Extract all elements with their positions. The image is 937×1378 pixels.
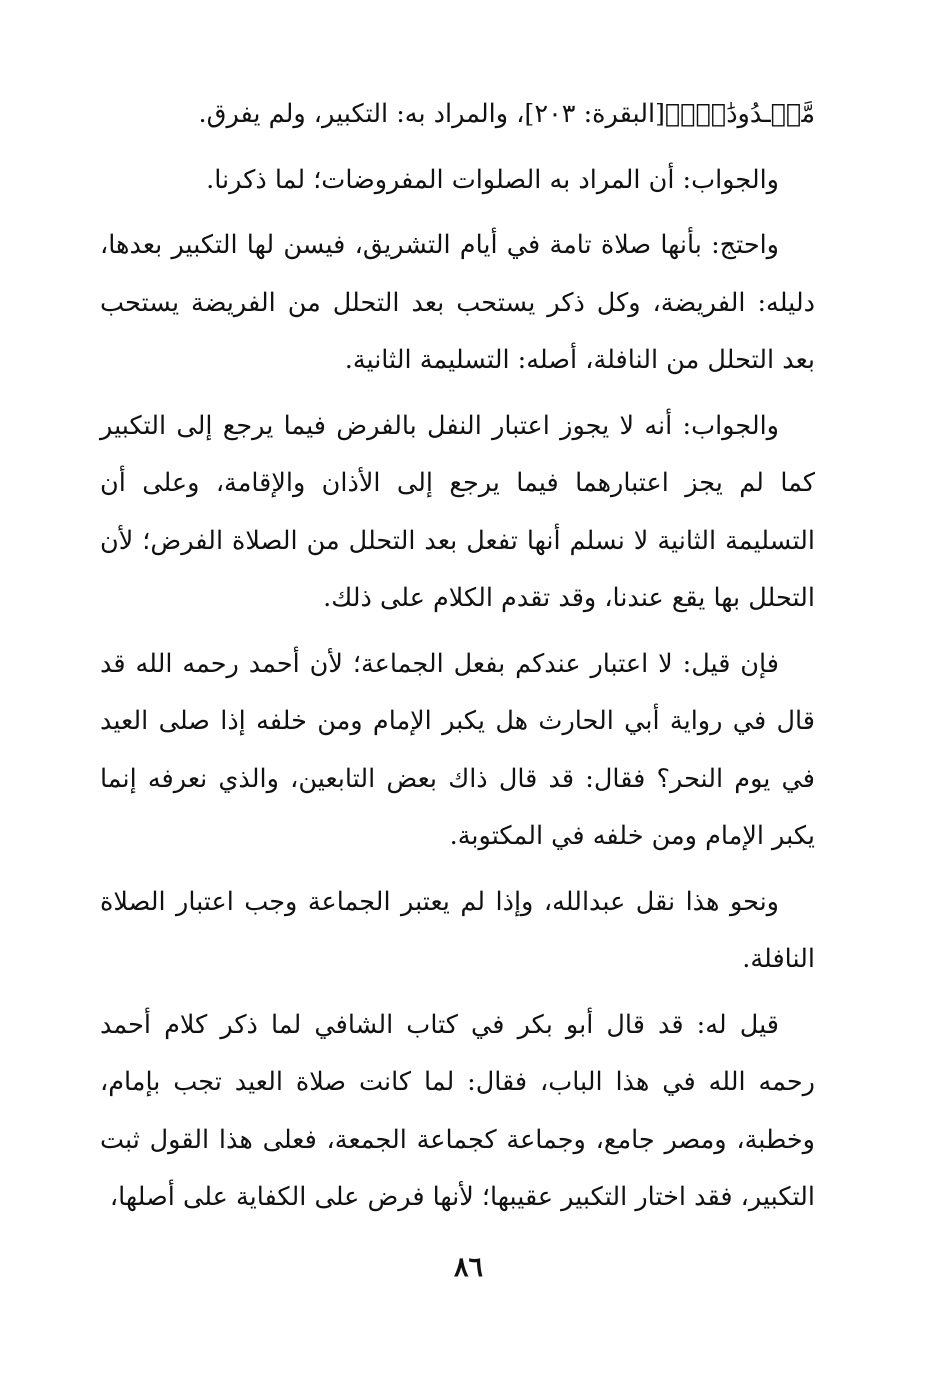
paragraph-6: ونحو هذا نقل عبدالله، وإذا لم يعتبر الجماعة وجب اعتبار الصلاة النافلة. <box>100 886 815 974</box>
paragraph-1: مَّعۡـدُودَٰتٖۚ﴾[البقرة: ٢٠٣]، والمراد به: التكبير، ولم يفرق. <box>198 99 815 129</box>
paragraph-2: والجواب: أن المراد به الصلوات المفروضات؛ لما ذكرنا. <box>206 164 779 195</box>
page-number: ٨٦ <box>453 1252 483 1283</box>
paragraph-7: قيل له: قد قال أبو بكر في كتاب الشافي لما ذكر كلام أحمد رحمه الله في هذا الباب، فقال: لما كانت صلاة العيد تجب بإمام، وخطبة، ومصر جامع، وجماعة كجماعة الجمعة، فعلى هذا القول ثبت التكبير، فقد اختار التكبير عقيبها؛ لأنها فرض على الكفاية على أصلها، <box>100 1009 815 1212</box>
page-body <box>100 86 815 1235</box>
paragraph-3: واحتج: بأنها صلاة تامة في أيام التشريق، فيسن لها التكبير بعدها، دليله: الفريضة، وكل ذكر يستحب بعد التحلل من الفريضة يستحب بعد التحلل من النافلة، أصله: التسليمة الثانية. <box>100 230 815 375</box>
paragraph-4: والجواب: أنه لا يجوز اعتبار النفل بالفرض فيما يرجع إلى التكبير كما لم يجز اعتبارهما فيما يرجع إلى الأذان والإقامة، وعلى أن التسليمة الثانية لا نسلم أنها تفعل بعد التحلل من الصلاة الفرض؛ لأن التحلل بها يقع عندنا، وقد تقدم الكلام على ذلك. <box>100 410 815 613</box>
paragraph-5: فإن قيل: لا اعتبار عندكم بفعل الجماعة؛ لأن أحمد رحمه الله قد قال في رواية أبي الحارث هل يكبر الإمام ومن خلفه إذا صلى العيد في يوم النحر؟ فقال: قد قال ذاك بعض التابعين، والذي نعرفه إنما يكبر الإمام ومن خلفه في المكتوبة. <box>100 648 815 851</box>
